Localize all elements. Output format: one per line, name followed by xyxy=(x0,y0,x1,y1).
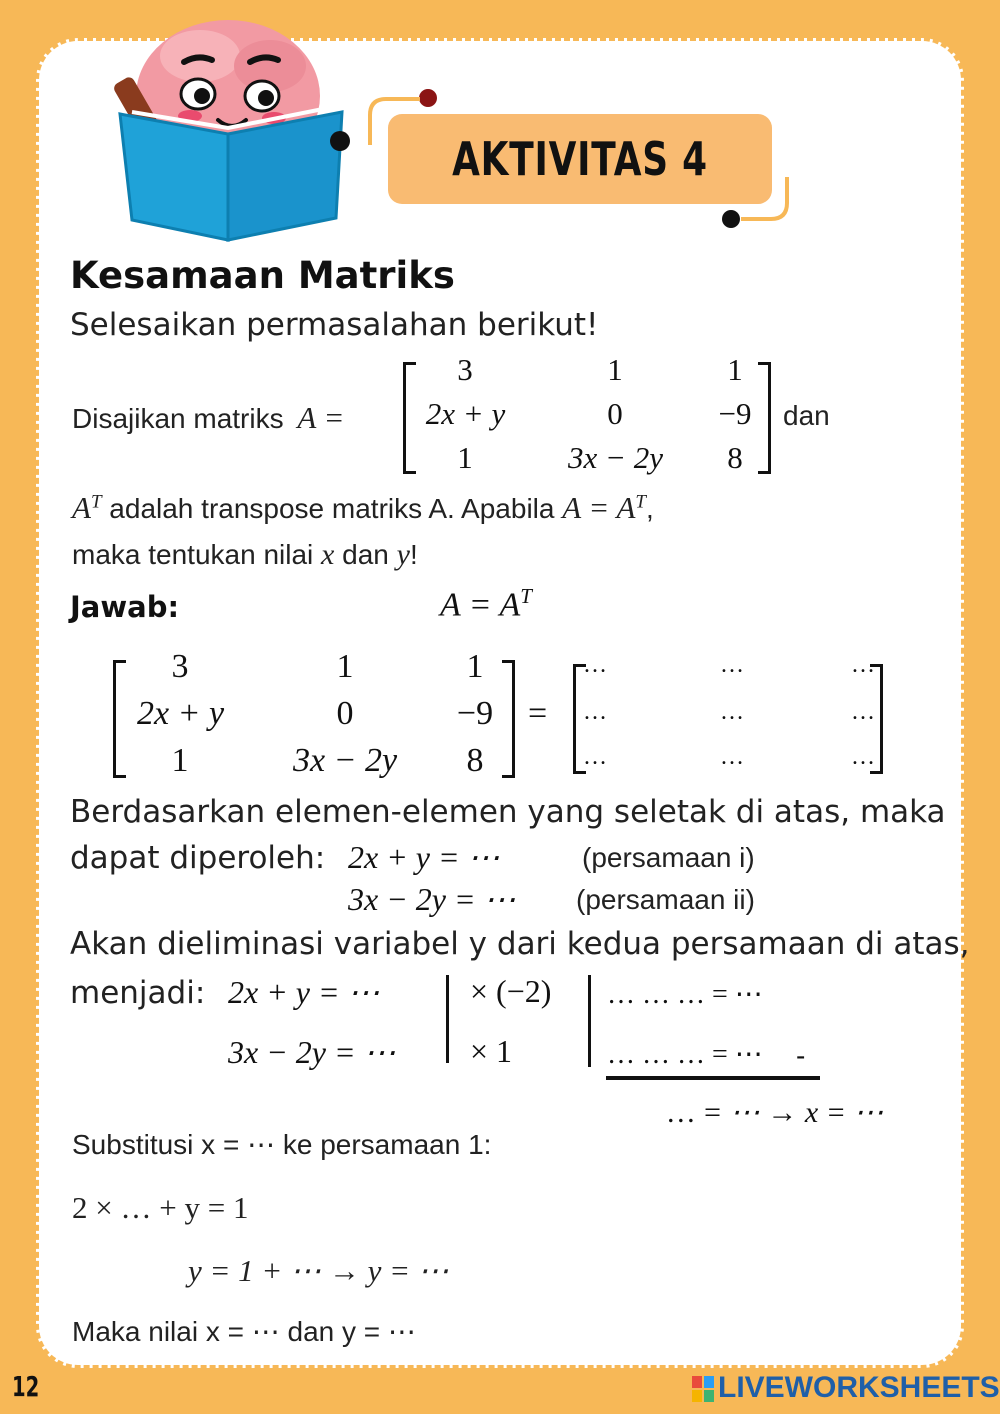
activity-title: AKTIVITAS 4 xyxy=(452,132,708,186)
blank-cell[interactable]: … xyxy=(583,652,607,678)
blank-cell[interactable]: … xyxy=(720,699,744,725)
matrix-equals: = xyxy=(528,695,548,732)
matrix-left-cell: 1 xyxy=(336,648,354,685)
instruction-text: Selesaikan permasalahan berikut! xyxy=(70,307,599,343)
line2-text: adalah transpose matriks A. Apabila xyxy=(109,493,555,524)
elim-equation-1[interactable]: 2x + y = ⋯ xyxy=(228,974,380,1010)
problem-line-2 xyxy=(72,490,654,526)
equation-i-label: (persamaan i) xyxy=(582,842,755,873)
matrix-left-cell: 3x − 2y xyxy=(292,742,398,779)
section-title: Kesamaan Matriks xyxy=(70,254,455,297)
divider-line-2 xyxy=(588,975,591,1067)
problem-intro xyxy=(72,400,344,436)
matrix-left-cell: 1 xyxy=(171,742,189,779)
result-x[interactable]: … = ⋯ → x = ⋯ xyxy=(668,1096,884,1129)
answer-equation xyxy=(440,584,532,624)
blank-cell[interactable]: … xyxy=(583,744,607,770)
var-x: x xyxy=(321,538,335,571)
brand-name[interactable]: LIVEWORKSHEETS xyxy=(718,1371,1000,1404)
equation-i[interactable]: 2x + y = ⋯ xyxy=(348,839,500,875)
superscript-t: T xyxy=(635,491,646,513)
blank-cell[interactable]: … xyxy=(720,744,744,770)
derivation-line-2: dapat diperoleh: xyxy=(70,840,326,876)
multiplier-1: × (−2) xyxy=(470,973,552,1009)
comma: , xyxy=(645,493,654,524)
matrix-a-cell: 1 xyxy=(727,352,743,387)
multiplier-2: × 1 xyxy=(470,1033,513,1069)
word-dan: dan xyxy=(342,539,389,570)
conjunction-dan: dan xyxy=(783,400,830,431)
matrix-left-cell: 2x + y xyxy=(136,695,225,732)
result-line-1[interactable]: … … … = ⋯ xyxy=(607,979,763,1010)
equation-a-at: A = A xyxy=(562,490,636,525)
problem-line-3 xyxy=(72,538,418,572)
derivation-line-1: Berdasarkan elemen-elemen yang seletak di atas, maka xyxy=(70,794,946,830)
menjadi-label: menjadi: xyxy=(70,975,206,1011)
matrix-left-cell: 8 xyxy=(466,742,484,779)
matrix-a-cell: 0 xyxy=(607,396,623,431)
matrix-left-cell: 0 xyxy=(336,695,354,732)
matrix-a-cell: 8 xyxy=(727,440,743,475)
result-line-2[interactable]: … … … = ⋯ xyxy=(607,1039,763,1070)
subtraction-line xyxy=(606,1076,820,1080)
minus-sign: - xyxy=(796,1040,806,1071)
blank-cell[interactable]: … xyxy=(583,699,607,725)
equation-ii-label: (persamaan ii) xyxy=(576,884,755,915)
line3-text: maka tentukan nilai xyxy=(72,539,314,570)
matrix-a-cell: −9 xyxy=(718,396,752,431)
matrix-left-cell: −9 xyxy=(456,695,494,732)
conclusion-line[interactable]: Maka nilai x = ⋯ dan y = ⋯ xyxy=(72,1316,416,1347)
symbol-a: A xyxy=(72,490,91,525)
matrix-left-cell: 1 xyxy=(466,648,484,685)
equation-ii[interactable]: 3x − 2y = ⋯ xyxy=(348,881,516,917)
blank-cell[interactable]: … xyxy=(851,652,875,678)
liveworksheets-logo-icon xyxy=(692,1376,714,1402)
substitution-line-1: Substitusi x = ⋯ ke persamaan 1: xyxy=(72,1129,492,1160)
exclamation: ! xyxy=(409,539,418,570)
elim-equation-2[interactable]: 3x − 2y = ⋯ xyxy=(228,1034,396,1070)
blank-cell[interactable]: … xyxy=(851,699,875,725)
answer-label: Jawab: xyxy=(70,590,180,624)
matrix-a-cell: 3 xyxy=(457,352,473,387)
divider-line-1 xyxy=(446,975,449,1063)
matrix-a-symbol: A = xyxy=(297,400,345,435)
var-y: y xyxy=(396,538,410,571)
elimination-text: Akan dieliminasi variabel y dari kedua persamaan di atas, xyxy=(70,926,970,962)
blank-cell[interactable]: … xyxy=(720,652,744,678)
substitution-line-2[interactable]: 2 × … + y = 1 xyxy=(72,1190,249,1225)
matrix-a-cell: 1 xyxy=(607,352,623,387)
blank-cell[interactable]: … xyxy=(851,744,875,770)
activity-title-box xyxy=(388,114,772,204)
matrix-left-cell: 3 xyxy=(171,648,189,685)
answer-eq-text: A = A xyxy=(440,586,521,624)
problem-intro-text: Disajikan matriks xyxy=(72,403,284,434)
brain-reading-book-illustration xyxy=(110,16,360,246)
page-number: 12 xyxy=(12,1370,40,1403)
matrix-a-cell: 3x − 2y xyxy=(568,440,663,475)
substitution-line-3[interactable]: y = 1 + ⋯ → y = ⋯ xyxy=(188,1253,449,1288)
answer-eq-sup: T xyxy=(520,584,532,608)
superscript-t: T xyxy=(90,491,102,513)
matrix-a-cell: 1 xyxy=(457,440,473,475)
matrix-a-cell: 2x + y xyxy=(425,396,506,431)
